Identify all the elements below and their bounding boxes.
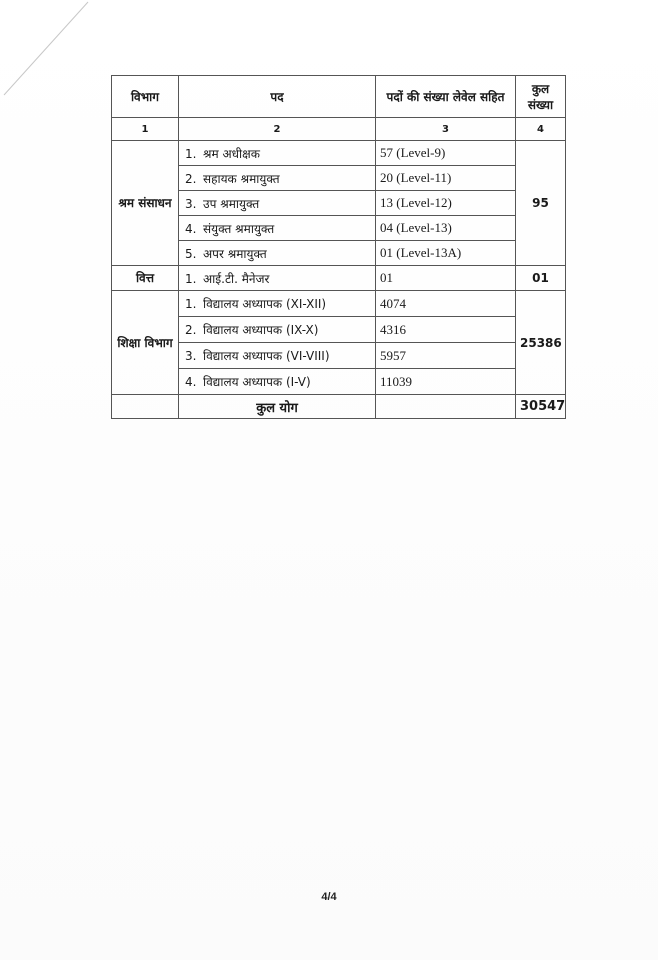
grand-total-row [112,395,566,419]
header-dept: विभाग [112,76,179,118]
count-cell: 4074 [376,291,516,317]
post-cell [179,166,376,191]
post-index: 1. [185,146,197,161]
post-name: अपर श्रमायुक्त [203,246,267,261]
post-name: सहायक श्रमायुक्त [203,171,280,186]
count-cell: 5957 [376,343,516,369]
post-index: 3. [185,349,197,363]
header-total: कुल संख्या [516,76,566,118]
post-index: 4. [185,221,197,236]
count-cell: 20 (Level-11) [376,166,516,191]
column-number: 3 [376,118,516,141]
post-index: 2. [185,323,197,337]
post-index: 1. [185,271,197,286]
column-number: 4 [516,118,566,141]
post-index: 1. [185,297,197,311]
table-row [112,191,566,216]
count-cell: 01 [376,266,516,291]
post-cell [179,216,376,241]
page-number: 4/4 [321,891,337,903]
count-cell: 11039 [376,369,516,395]
post-cell [179,266,376,291]
count-cell: 4316 [376,317,516,343]
post-cell [179,241,376,266]
post-cell [179,369,376,395]
post-name: उप श्रमायुक्त [203,196,260,211]
post-index: 5. [185,246,197,261]
post-cell [179,141,376,166]
post-cell [179,191,376,216]
dept-cell: वित्त [112,266,179,291]
post-index: 2. [185,171,197,186]
count-cell: 04 (Level-13) [376,216,516,241]
posts-table [111,75,566,419]
table-row [112,291,566,317]
post-index: 3. [185,196,197,211]
post-name: संयुक्त श्रमायुक्त [203,221,275,236]
count-cell: 13 (Level-12) [376,191,516,216]
table-row [112,216,566,241]
table-row [112,141,566,166]
header-post: पद [179,76,376,118]
post-cell [179,291,376,317]
post-cell [179,343,376,369]
header-row [112,76,566,118]
grand-total-value: 30547 [516,395,566,419]
count-cell: 01 (Level-13A) [376,241,516,266]
post-name: विद्यालय अध्यापक (IX-X) [203,323,319,337]
grand-total-label: कुल योग [179,395,376,419]
post-name: विद्यालय अध्यापक (VI-VIII) [203,349,330,363]
dept-cell: श्रम संसाधन [112,141,179,266]
table-row [112,166,566,191]
table-row [112,343,566,369]
dept-cell: शिक्षा विभाग [112,291,179,395]
header-count-with-level: पदों की संख्या लेवेल सहित [376,76,516,118]
dept-total-cell: 95 [516,141,566,266]
table-row [112,266,566,291]
empty-cell [376,395,516,419]
table-row [112,241,566,266]
column-number: 2 [179,118,376,141]
table-row [112,317,566,343]
count-cell: 57 (Level-9) [376,141,516,166]
table-row [112,369,566,395]
post-name: विद्यालय अध्यापक (I-V) [203,375,311,389]
post-cell [179,317,376,343]
post-name: श्रम अधीक्षक [203,146,260,161]
post-name: आई.टी. मैनेजर [203,271,270,286]
empty-cell [112,395,179,419]
post-index: 4. [185,375,197,389]
column-number-row [112,118,566,141]
dept-total-cell: 25386 [516,291,566,395]
dept-total-cell: 01 [516,266,566,291]
column-number: 1 [112,118,179,141]
post-name: विद्यालय अध्यापक (XI-XII) [203,297,327,311]
